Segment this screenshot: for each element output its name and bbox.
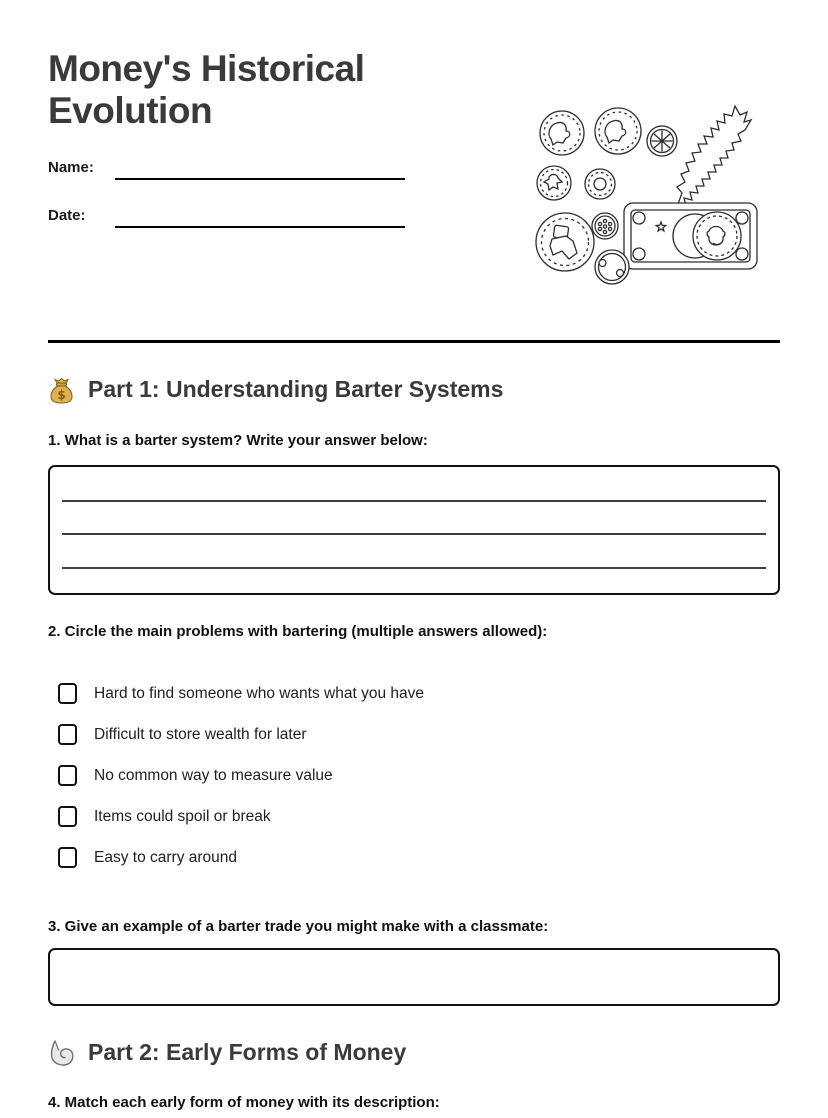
answer-writing-line[interactable] xyxy=(62,500,766,502)
answer-writing-line[interactable] xyxy=(62,533,766,535)
part2-heading-label: Part 2: Early Forms of Money xyxy=(88,1039,407,1066)
question-2-options xyxy=(48,683,780,869)
checkbox[interactable] xyxy=(58,806,77,827)
map-outline xyxy=(677,106,751,206)
checkbox[interactable] xyxy=(58,847,77,868)
part2-heading xyxy=(48,1039,780,1067)
name-label: Name: xyxy=(48,158,94,176)
option-row xyxy=(48,847,780,869)
date-label: Date: xyxy=(48,206,86,224)
question-3-label: 3. Give an example of a barter trade you might make with a classmate: xyxy=(48,917,549,935)
answer-writing-line[interactable] xyxy=(62,567,766,569)
question-4-label: 4. Match each early form of money with its description: xyxy=(48,1093,440,1111)
svg-text:$: $ xyxy=(57,387,66,402)
option-row xyxy=(48,724,780,746)
date-field-row xyxy=(48,206,408,228)
option-label: No common way to measure value xyxy=(94,766,333,784)
page-title: Money's Historical Evolution xyxy=(48,48,365,131)
checkbox[interactable] xyxy=(58,724,77,745)
checkbox[interactable] xyxy=(58,765,77,786)
date-input[interactable] xyxy=(115,206,405,228)
banknote xyxy=(624,203,757,269)
option-label: Hard to find someone who wants what you have xyxy=(94,684,424,702)
money-bag-icon xyxy=(48,376,75,404)
name-input[interactable] xyxy=(115,158,405,180)
money-illustration xyxy=(527,103,767,295)
question-1-label: 1. What is a barter system? Write your answer below: xyxy=(48,431,428,449)
option-row xyxy=(48,806,780,828)
checkbox[interactable] xyxy=(58,683,77,704)
section-divider xyxy=(48,340,780,343)
shell-icon xyxy=(48,1039,75,1067)
name-field-row xyxy=(48,158,408,180)
part1-heading xyxy=(48,376,780,404)
question-3-answer-box[interactable] xyxy=(48,948,780,1006)
question-2-label: 2. Circle the main problems with bartering (multiple answers allowed): xyxy=(48,622,548,640)
question-1-answer-box[interactable] xyxy=(48,465,780,595)
option-label: Easy to carry around xyxy=(94,848,238,866)
part1-heading-label: Part 1: Understanding Barter Systems xyxy=(88,376,504,403)
option-label: Difficult to store wealth for later xyxy=(94,725,307,743)
option-row xyxy=(48,683,780,705)
option-row xyxy=(48,765,780,787)
option-label: Items could spoil or break xyxy=(94,807,271,825)
